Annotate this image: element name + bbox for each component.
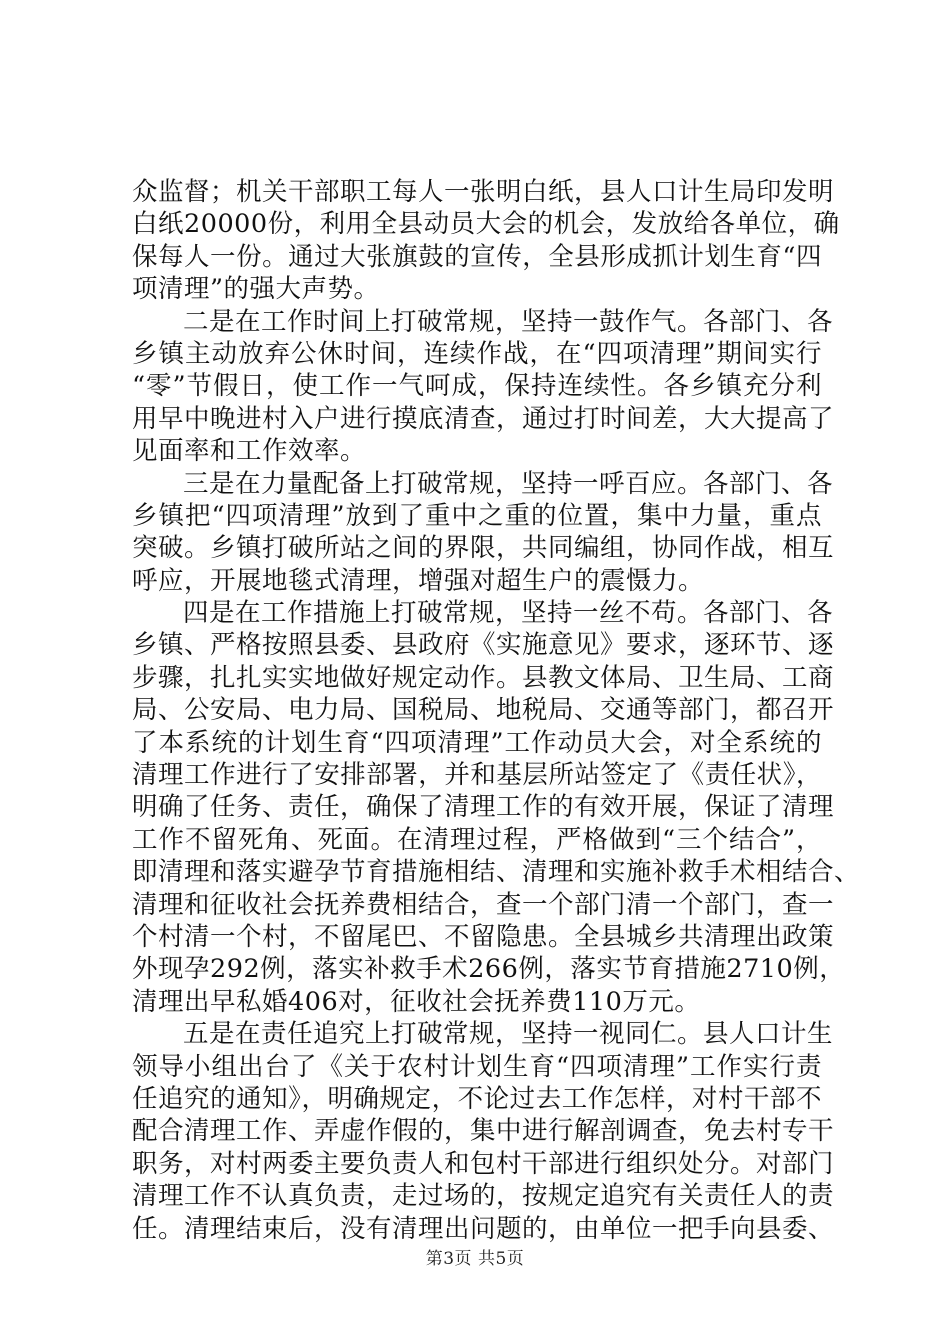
text-line: 清理工作进行了安排部署，并和基层所站签定了《责任状》， <box>132 760 822 791</box>
paragraph-3 <box>132 468 835 598</box>
text-line: 三是在力量配备上打破常规，坚持一呼百应。各部门、各 <box>183 468 834 499</box>
text-line: 任。清理结束后，没有清理出问题的，由单位一把手向县委、 <box>132 1213 835 1244</box>
text-line: 职务，对村两委主要负责人和包村干部进行组织处分。对部门 <box>132 1148 835 1179</box>
text-line: 乡镇主动放弃公休时间，连续作战，在“四项清理”期间实行 <box>132 338 822 369</box>
paragraph-4 <box>132 597 861 1018</box>
text-line: 保每人一份。通过大张旗鼓的宣传，全县形成抓计划生育“四 <box>132 241 822 272</box>
text-line: 外现孕292例，落实补救手术266例，落实节育措施2710例， <box>132 954 846 985</box>
text-line: 配合清理工作、弄虚作假的，集中进行解剖调查，免去村专干 <box>132 1116 835 1147</box>
text-line: 呼应，开展地毯式清理，增强对超生户的震慑力。 <box>132 565 705 596</box>
text-line: 步骤，扎扎实实地做好规定动作。县教文体局、卫生局、工商 <box>132 662 835 693</box>
text-line: 清理和征收社会抚养费相结合，查一个部门清一个部门，查一 <box>132 889 835 920</box>
text-line: 领导小组出台了《关于农村计划生育“四项清理”工作实行责 <box>132 1051 822 1082</box>
text-line: 乡镇把“四项清理”放到了重中之重的位置，集中力量，重点 <box>132 500 822 531</box>
text-line: 突破。乡镇打破所站之间的界限，共同编组，协同作战，相互 <box>132 533 835 564</box>
text-line: 见面率和工作效率。 <box>132 436 367 467</box>
text-line: “零”节假日，使工作一气呵成，保持连续性。各乡镇充分利 <box>132 371 822 402</box>
text-line: 白纸20000份，利用全县动员大会的机会，发放给各单位，确 <box>132 209 840 240</box>
text-line: 明确了任务、责任，确保了清理工作的有效开展，保证了清理 <box>132 792 835 823</box>
text-line: 乡镇、严格按照县委、县政府《实施意见》要求，逐环节、逐 <box>132 630 835 661</box>
paragraph-1 <box>132 176 840 306</box>
document-body <box>132 176 861 1245</box>
text-line: 清理出早私婚406对，征收社会抚养费110万元。 <box>132 986 701 1017</box>
text-line: 用早中晚进村入户进行摸底清查，通过打时间差，大大提高了 <box>132 403 835 434</box>
page-footer <box>0 1244 950 1269</box>
page-number-label: 第3页 共5页 <box>425 1249 525 1269</box>
text-line: 了本系统的计划生育“四项清理”工作动员大会，对全系统的 <box>132 727 822 758</box>
text-line: 清理工作不认真负责，走过场的，按规定追究有关责任人的责 <box>132 1181 835 1212</box>
text-line: 即清理和落实避孕节育措施相结、清理和实施补救手术相结合、 <box>132 857 861 888</box>
text-line: 局、公安局、电力局、国税局、地税局、交通等部门，都召开 <box>132 695 835 726</box>
text-line: 任追究的通知》，明确规定，不论过去工作怎样，对村干部不 <box>132 1083 822 1114</box>
text-line: 众监督；机关干部职工每人一张明白纸，县人口计生局印发明 <box>132 177 835 207</box>
paragraph-5 <box>132 1018 835 1245</box>
paragraph-2 <box>132 306 835 468</box>
text-line: 五是在责任追究上打破常规，坚持一视同仁。县人口计生 <box>183 1019 834 1050</box>
text-line: 个村清一个村，不留尾巴、不留隐患。全县城乡共清理出政策 <box>132 921 835 952</box>
text-line: 工作不留死角、死面。在清理过程，严格做到“三个结合”， <box>132 824 822 855</box>
text-line: 项清理”的强大声势。 <box>132 274 380 305</box>
text-line: 四是在工作措施上打破常规，坚持一丝不苟。各部门、各 <box>183 598 834 629</box>
text-line: 二是在工作时间上打破常规，坚持一鼓作气。各部门、各 <box>183 306 834 337</box>
